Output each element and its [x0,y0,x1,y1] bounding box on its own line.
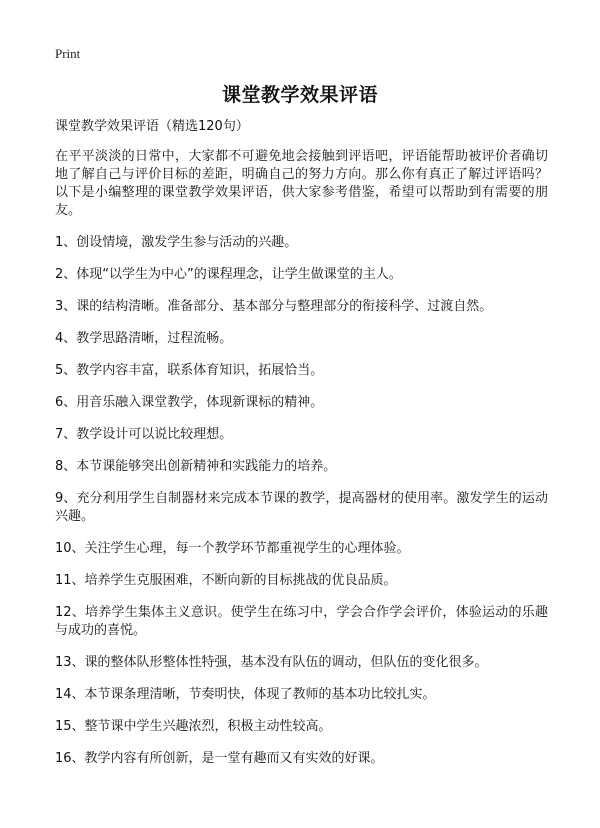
list-item: 7、教学设计可以说比较理想。 [55,427,233,442]
list-item: 9、充分利用学生自制器材来完成本节课的教学，提高器材的使用率。激发学生的运动兴趣。 [55,491,548,524]
list-item: 1、创设情境，激发学生参与活动的兴趣。 [55,235,298,250]
list-item: 3、课的结构清晰。准备部分、基本部分与整理部分的衔接科学、过渡自然。 [55,299,493,314]
document-body [55,118,548,782]
list-item: 5、教学内容丰富，联系体育知识，拓展恰当。 [55,363,324,378]
list-item: 13、课的整体队形整体性特强，基本没有队伍的调动，但队伍的变化很多。 [55,655,488,670]
print-link[interactable]: Print [55,46,81,61]
list-item: 2、体现“以学生为中心”的课程理念，让学生做课堂的主人。 [55,267,402,282]
document-subtitle: 课堂教学效果评语（精选120句） [55,119,249,134]
list-item: 10、关注学生心理，每一个教学环节都重视学生的心理体验。 [55,541,410,556]
list-item: 8、本节课能够突出创新精神和实践能力的培养。 [55,459,337,474]
list-item: 15、整节课中学生兴趣浓烈，积极主动性较高。 [55,719,332,734]
list-item: 16、教学内容有所创新，是一堂有趣而又有实效的好课。 [55,751,384,766]
list-item: 11、培养学生克服困难，不断向新的目标挑战的优良品质。 [55,573,397,588]
list-item: 12、培养学生集体主义意识。使学生在练习中，学会合作学会评价，体验运动的乐趣与成功的喜悦。 [55,605,548,638]
intro-paragraph: 在平平淡淡的日常中，大家都不可避免地会接触到评语吧，评语能帮助被评价者确切地了解自己与评价目标的差距，明确自己的努力方向。那么你有真正了解过评语吗？以下是小编整理的课堂教学效果评语，供大家参考借鉴，希望可以帮助到有需要的朋友。 [55,149,548,218]
list-item: 6、用音乐融入课堂教学，体现新课标的精神。 [55,395,324,410]
page-title: 课堂教学效果评语 [221,84,378,106]
list-item: 14、本节课条理清晰，节奏明快，体现了教师的基本功比较扎实。 [55,687,436,702]
list-item: 4、教学思路清晰，过程流畅。 [55,331,233,346]
